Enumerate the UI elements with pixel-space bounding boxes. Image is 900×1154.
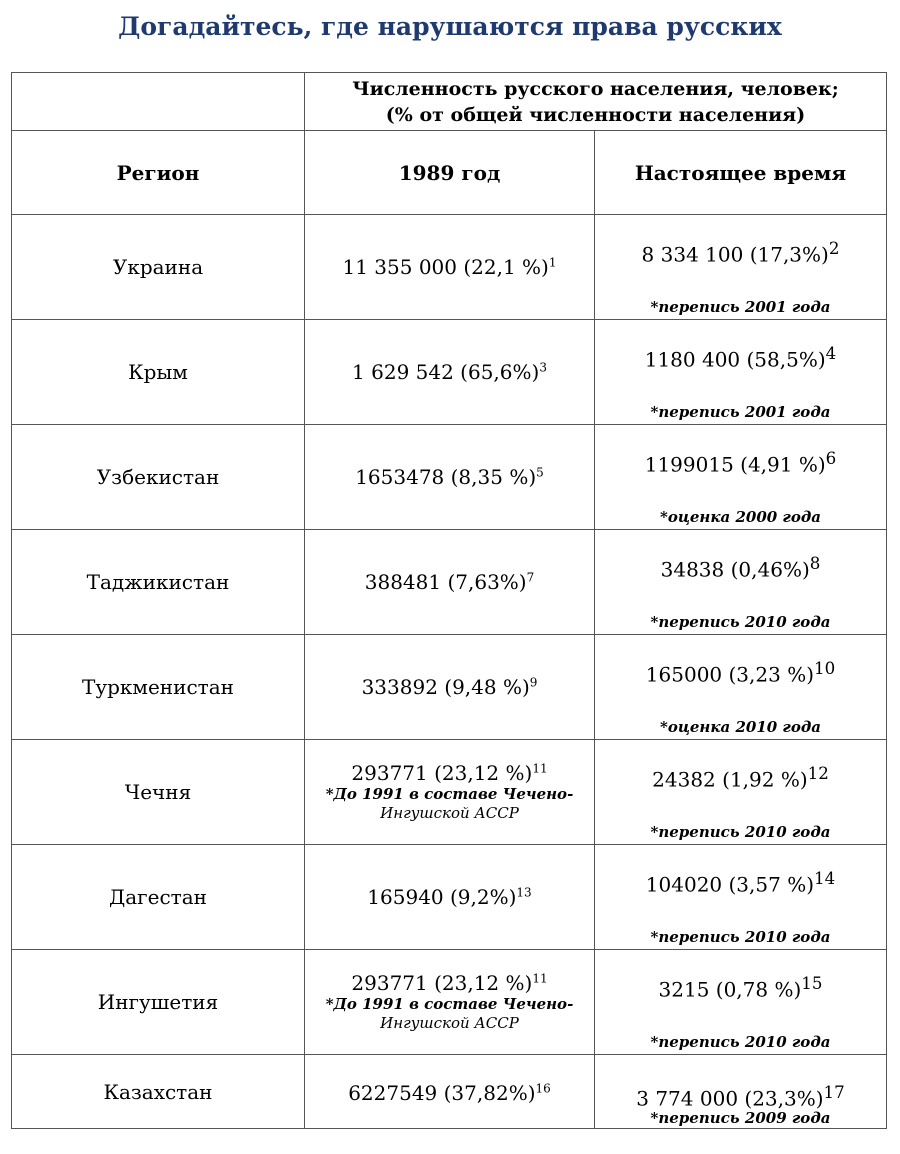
value-now-cell <box>595 635 887 740</box>
value-1989: 165940 (9,2%) <box>367 885 517 909</box>
header-region: Регион <box>12 131 305 215</box>
source-note: *оценка 2010 года <box>659 718 822 736</box>
footnote-ref: 4 <box>825 344 837 363</box>
header-group-line1: Численность русского населения, человек; <box>352 77 839 100</box>
source-note: *перепись 2001 года <box>650 298 831 316</box>
region-cell: Узбекистан <box>12 425 305 530</box>
value-1989-cell <box>305 740 595 845</box>
value-now-cell <box>595 215 887 320</box>
region-cell: Ингушетия <box>12 950 305 1055</box>
historical-note-line1: *До 1991 в составе Чечено- <box>325 785 574 803</box>
source-note: *перепись 2010 года <box>650 1033 831 1051</box>
historical-note-line1: *До 1991 в составе Чечено- <box>325 995 574 1013</box>
table-header-group-row <box>12 73 887 131</box>
value-now: 24382 (1,92 %) <box>652 767 808 792</box>
value-now-cell <box>595 740 887 845</box>
historical-note-line2: Ингушской АССР <box>380 1014 519 1032</box>
table-row <box>12 635 887 740</box>
historical-note-line2: Ингушской АССР <box>380 804 519 822</box>
footnote-ref: 12 <box>807 764 829 783</box>
table-row <box>12 845 887 950</box>
value-1989-cell <box>305 635 595 740</box>
header-empty-cell <box>12 73 305 131</box>
value-1989-cell <box>305 1055 595 1129</box>
footnote-ref: 10 <box>814 659 836 678</box>
table-row <box>12 950 887 1055</box>
footnote-ref: 16 <box>535 1081 551 1096</box>
value-now: 1180 400 (58,5%) <box>644 347 826 372</box>
value-now: 165000 (3,23 %) <box>645 662 814 687</box>
footnote-ref: 9 <box>529 675 538 690</box>
table-row <box>12 1055 887 1129</box>
footnote-ref: 1 <box>548 255 557 270</box>
value-1989-cell <box>305 425 595 530</box>
region-cell: Крым <box>12 320 305 425</box>
table-row <box>12 320 887 425</box>
footnote-ref: 13 <box>516 885 532 900</box>
footnote-ref: 5 <box>536 465 544 480</box>
value-1989-cell <box>305 215 595 320</box>
value-now-cell <box>595 320 887 425</box>
value-now: 1199015 (4,91 %) <box>644 452 826 477</box>
region-cell: Украина <box>12 215 305 320</box>
source-note: *перепись 2010 года <box>650 928 831 946</box>
value-now: 34838 (0,46%) <box>660 557 810 582</box>
value-now: 8 334 100 (17,3%) <box>641 242 829 267</box>
value-now-cell <box>595 1055 887 1129</box>
value-1989: 11 355 000 (22,1 %) <box>342 255 549 279</box>
value-1989: 388481 (7,63%) <box>364 570 527 594</box>
value-1989-cell <box>305 950 595 1055</box>
source-note: *перепись 2010 года <box>650 823 831 841</box>
source-note: *оценка 2000 года <box>659 508 822 526</box>
footnote-ref: 11 <box>532 971 548 986</box>
page-title: Догадайтесь, где нарушаются права русских <box>118 12 782 41</box>
value-now-cell <box>595 425 887 530</box>
source-note: *перепись 2010 года <box>650 613 831 631</box>
value-1989: 293771 (23,12 %) <box>351 971 533 995</box>
value-1989: 293771 (23,12 %) <box>351 761 533 785</box>
value-1989-cell <box>305 845 595 950</box>
footnote-ref: 17 <box>823 1083 845 1102</box>
table-row <box>12 215 887 320</box>
header-now: Настоящее время <box>595 131 887 215</box>
header-group-cell <box>305 73 887 131</box>
source-note: *перепись 2001 года <box>650 403 831 421</box>
table-header-row <box>12 131 887 215</box>
footnote-ref: 6 <box>825 449 837 468</box>
value-1989: 1 629 542 (65,6%) <box>352 360 540 384</box>
footnote-ref: 14 <box>814 869 836 888</box>
value-1989: 333892 (9,48 %) <box>361 675 530 699</box>
table-row <box>12 740 887 845</box>
footnote-ref: 7 <box>526 570 535 585</box>
footnote-ref: 15 <box>801 974 823 993</box>
value-now-cell <box>595 530 887 635</box>
value-now: 3 774 000 (23,3%) <box>636 1086 824 1111</box>
header-1989: 1989 год <box>305 131 595 215</box>
value-now-cell <box>595 950 887 1055</box>
value-now: 104020 (3,57 %) <box>645 872 814 897</box>
value-1989-cell <box>305 320 595 425</box>
source-note: *перепись 2009 года <box>650 1109 831 1127</box>
footnote-ref: 3 <box>539 360 547 375</box>
value-1989: 6227549 (37,82%) <box>348 1081 536 1105</box>
region-cell: Казахстан <box>12 1055 305 1129</box>
value-1989: 1653478 (8,35 %) <box>355 465 537 489</box>
population-table <box>11 72 887 1129</box>
footnote-ref: 2 <box>828 239 840 258</box>
region-cell: Дагестан <box>12 845 305 950</box>
value-1989-cell <box>305 530 595 635</box>
footnote-ref: 11 <box>532 761 548 776</box>
header-group-line2: (% от общей численности населения) <box>385 103 806 126</box>
table-row <box>12 425 887 530</box>
region-cell: Чечня <box>12 740 305 845</box>
region-cell: Туркменистан <box>12 635 305 740</box>
value-now: 3215 (0,78 %) <box>658 977 802 1002</box>
value-now-cell <box>595 845 887 950</box>
footnote-ref: 8 <box>809 554 821 573</box>
table-row <box>12 530 887 635</box>
region-cell: Таджикистан <box>12 530 305 635</box>
